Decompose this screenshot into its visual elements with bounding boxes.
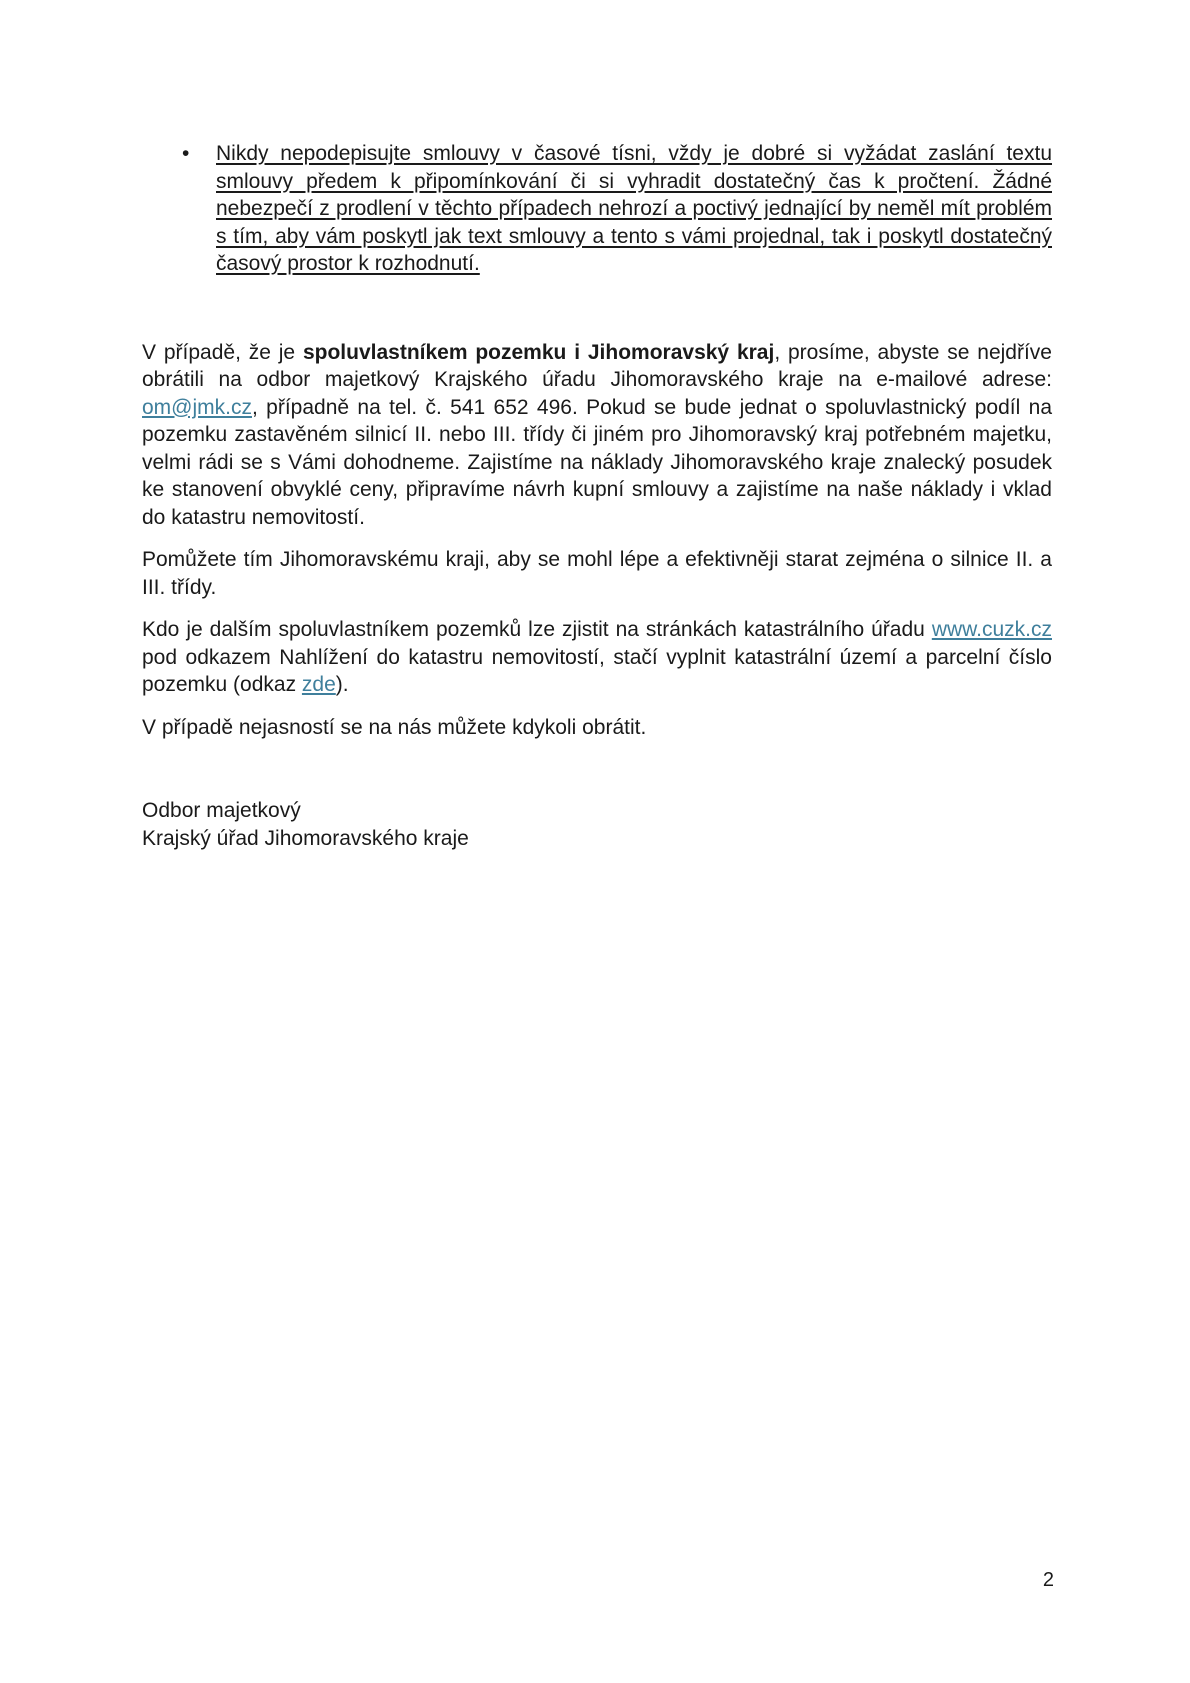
document-body [142, 140, 1052, 852]
paragraph-cadastre [142, 616, 1052, 699]
signature-office: Krajský úřad Jihomoravského kraje [142, 826, 469, 850]
bullet-list-item [142, 140, 1052, 278]
paragraph-co-ownership [142, 339, 1052, 532]
paragraph-cadastre-part2: pod odkazem Nahlížení do katastru nemovitostí, stačí vyplnit katastrální území a parcelní číslo pozemku (odkaz [142, 645, 1052, 696]
paragraph-cadastre-part3: ). [335, 673, 349, 696]
page-number: 2 [1042, 1569, 1054, 1591]
bullet-text: Nikdy nepodepisujte smlouvy v časové tísni, vždy je dobré si vyžádat zaslání textu smlouvy předem k připomínkování či si vyhradit dostatečný čas k pročtení. Žádné nebezpečí z prodlení v těchto případech nehrozí a poctivý jednající by neměl mít problém s tím, aby vám poskytl jak text smlouvy a tento s vámi projednal, tak i poskytl dostatečný časový prostor k rozhodnutí. [216, 142, 1052, 275]
paragraph-co-ownership-part3: , případně na tel. č. 541 652 496. Pokud se bude jednat o spoluvlastnický podíl na pozemku zastavěném silnicí II. nebo III. třídy či jiném pro Jihomoravský kraj potřebném majetku, velmi rádi se s Vámi dohodneme. Zajistíme na náklady Jihomoravského kraje znalecký posudek ke stanovení obvyklé ceny, připravíme návrh kupní smlouvy a zajistíme na naše náklady i vklad do katastru nemovitostí. [142, 395, 1052, 529]
bullet-icon: • [182, 142, 190, 165]
signature-department: Odbor majetkový [142, 799, 301, 822]
email-link[interactable]: om@jmk.cz [142, 395, 252, 419]
signature-block [142, 797, 1052, 852]
paragraph-contact: V případě nejasností se na nás můžete kdykoli obrátit. [142, 715, 647, 739]
cuzk-link[interactable]: www.cuzk.cz [931, 618, 1052, 641]
paragraph-cadastre-intro: Kdo je dalším spoluvlastníkem pozemků lze zjistit na stránkách katastrálního úřadu [142, 618, 932, 641]
zde-link[interactable]: zde [301, 673, 336, 696]
paragraph-co-ownership-intro: V případě, že je [142, 340, 303, 364]
paragraph-co-ownership-part2: , prosíme, abyste se nejdříve obrátili na odbor majetkový Krajského úřadu Jihomoravského kraje na e-mailové adrese: [142, 340, 1052, 391]
paragraph-co-ownership-bold: spoluvlastníkem pozemku i Jihomoravský kraj [302, 340, 775, 364]
paragraph-help: Pomůžete tím Jihomoravskému kraji, aby se mohl lépe a efektivněji starat zejména o silnice II. a III. třídy. [142, 548, 1052, 599]
